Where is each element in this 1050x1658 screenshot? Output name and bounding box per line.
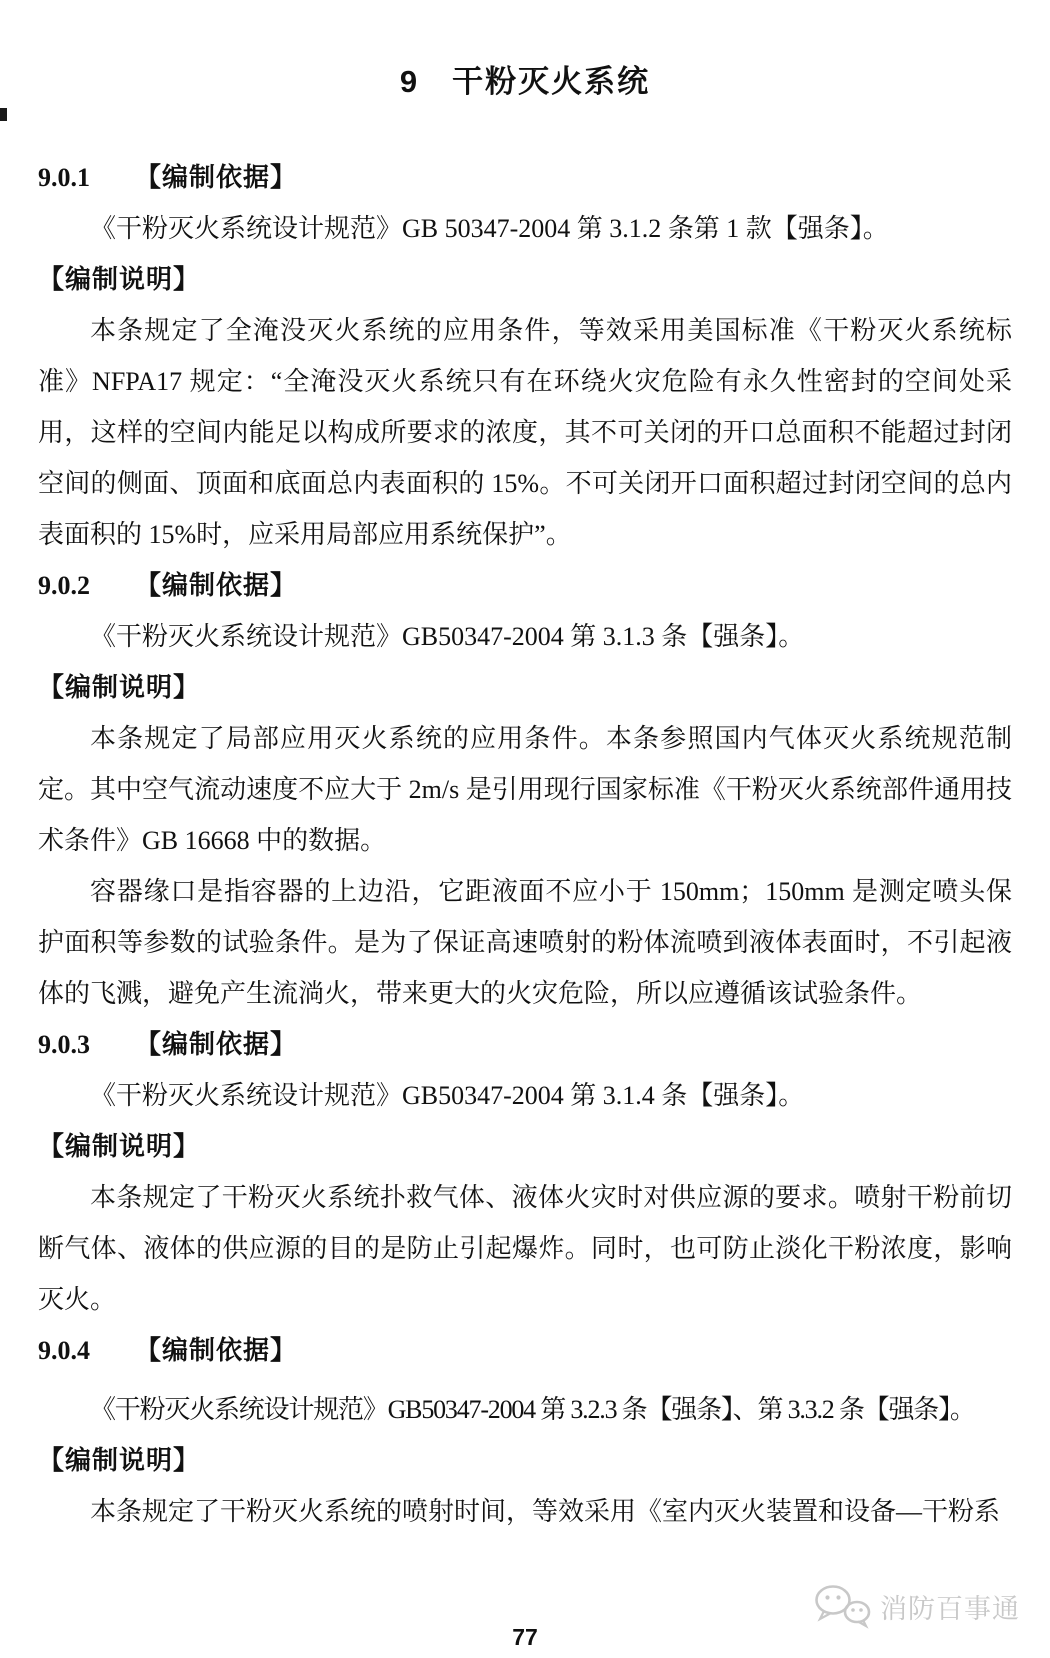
- basis-label: 【编制依据】: [135, 1029, 298, 1059]
- basis-reference: 《干粉灭火系统设计规范》GB50347-2004 第 3.2.3 条【强条】、第 3.3.2 条【强条】。: [90, 1395, 975, 1424]
- basis-reference: 《干粉灭火系统设计规范》GB50347-2004 第 3.1.4 条【强条】。: [90, 1081, 805, 1110]
- section-number: 9.0.3: [38, 1030, 90, 1059]
- note-paragraph: 本条规定了局部应用灭火系统的应用条件。本条参照国内气体灭火系统规范制定。其中空气流动速度不应大于 2m/s 是引用现行国家标准《干粉灭火系统部件通用技术条件》GB 16668 中的数据。: [38, 724, 1012, 855]
- section-number: 9.0.1: [38, 163, 90, 192]
- basis-reference: 《干粉灭火系统设计规范》GB 50347-2004 第 3.1.2 条第 1 款【强条】。: [90, 214, 889, 243]
- basis-label: 【编制依据】: [135, 162, 298, 192]
- note-paragraph: 本条规定了全淹没灭火系统的应用条件，等效采用美国标准《干粉灭火系统标准》NFPA17 规定：“全淹没灭火系统只有在环绕火灾危险有永久性密封的空间处采用，这样的空间内能足以构成所要求的浓度，其不可关闭的开口总面积不能超过封闭空间的侧面、顶面和底面总内表面积的 15%。不可关闭开口面积超过封闭空间的总内表面积的 15%时，应采用局部应用系统保护”。: [38, 316, 1012, 549]
- watermark-text: 消防百事通: [880, 1593, 1020, 1624]
- scan-artifact: [0, 108, 7, 121]
- section-heading: [38, 1325, 1012, 1376]
- note-label: 【编制说明】: [38, 1131, 201, 1161]
- note-paragraph: 本条规定了干粉灭火系统的喷射时间，等效采用《室内灭火装置和设备—干粉系: [90, 1497, 1001, 1526]
- note-paragraph: 本条规定了干粉灭火系统扑救气体、液体火灾时对供应源的要求。喷射干粉前切断气体、液体的供应源的目的是防止引起爆炸。同时，也可防止淡化干粉浓度，影响灭火。: [38, 1183, 1012, 1314]
- watermark: [812, 1582, 1020, 1630]
- page-number: 77: [512, 1624, 538, 1650]
- section-heading: [38, 560, 1012, 611]
- section-9-0-1: [38, 152, 1012, 560]
- section-heading: [38, 1019, 1012, 1070]
- section-number: 9.0.4: [38, 1336, 90, 1365]
- page-title: 9 干粉灭火系统: [399, 64, 651, 99]
- section-heading: [38, 152, 1012, 203]
- wechat-bubbles-icon: [812, 1582, 874, 1630]
- section-9-0-3: [38, 1019, 1012, 1325]
- note-label: 【编制说明】: [38, 264, 201, 294]
- basis-label: 【编制依据】: [135, 1335, 298, 1365]
- document-page: [0, 58, 1050, 1658]
- section-9-0-2: [38, 560, 1012, 1019]
- note-label: 【编制说明】: [38, 1445, 201, 1475]
- basis-reference: 《干粉灭火系统设计规范》GB50347-2004 第 3.1.3 条【强条】。: [90, 622, 805, 651]
- note-paragraph: 容器缘口是指容器的上边沿，它距液面不应小于 150mm；150mm 是测定喷头保护面积等参数的试验条件。是为了保证高速喷射的粉体流喷到液体表面时，不引起液体的飞溅，避免产生流淌火，带来更大的火灾危险，所以应遵循该试验条件。: [38, 877, 1012, 1008]
- basis-label: 【编制依据】: [135, 570, 298, 600]
- note-label: 【编制说明】: [38, 672, 201, 702]
- section-9-0-4: [38, 1325, 1012, 1537]
- section-number: 9.0.2: [38, 571, 90, 600]
